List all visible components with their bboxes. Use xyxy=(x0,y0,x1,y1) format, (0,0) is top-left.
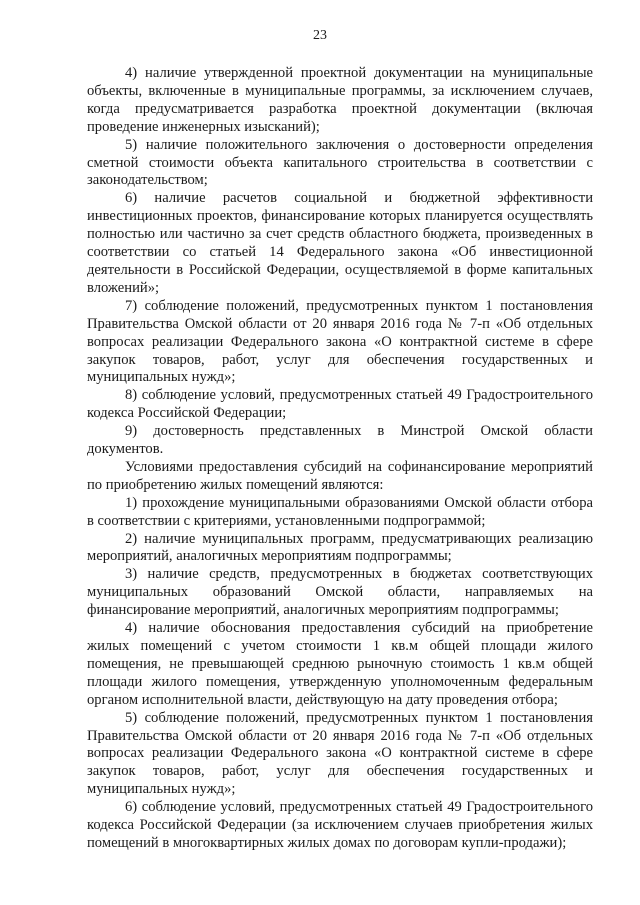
page-number: 23 xyxy=(313,28,327,43)
paragraph-item-7-resolution-provisions: 7) соблюдение положений, предусмотренных пунктом 1 постановления Правительства Омской области от 20 января 2016 года № 7-п «Об отдельных вопросах реализации Федерального закона «О контрактной системе в сфере закупок товаров, работ, услуг для обеспечения государственных и муниципальных нужд»; xyxy=(87,297,593,386)
paragraph-housing-item-5-resolution-provisions: 5) соблюдение положений, предусмотренных пунктом 1 постановления Правительства Омской области от 20 января 2016 года № 7-п «Об отдельных вопросах реализации Федерального закона «О контрактной системе в сфере закупок товаров, работ, услуг для обеспечения государственных и муниципальных нужд»; xyxy=(87,709,593,798)
paragraph-item-9-document-reliability: 9) достоверность представленных в Минстрой Омской области документов. xyxy=(87,423,593,458)
paragraph-item-8-urban-code-conditions: 8) соблюдение условий, предусмотренных статьей 49 Градостроительного кодекса Российской Федерации; xyxy=(87,387,593,422)
document-body xyxy=(87,65,593,853)
paragraph-housing-item-6-urban-code-conditions: 6) соблюдение условий, предусмотренных статьей 49 Градостроительного кодекса Российской Федерации (за исключением случаев приобретения жилых помещений в многоквартирных жилых домах по договорам купли-продажи); xyxy=(87,799,593,851)
paragraph-housing-subsidy-conditions-intro: Условиями предоставления субсидий на софинансирование мероприятий по приобретению жилых помещений являются: xyxy=(87,458,593,493)
paragraph-housing-item-4-cost-justification: 4) наличие обоснования предоставления субсидий на приобретение жилых помещений с учетом стоимости 1 кв.м общей площади жилого помещения, не превышающей среднюю рыночную стоимость 1 кв.м общей площади жилого помещения, утвержденную уполномоченным федеральным органом исполнительной власти, действующую на дату проведения отбора; xyxy=(87,620,593,708)
paragraph-item-5-estimate-conclusion: 5) наличие положительного заключения о достоверности определения сметной стоимости объекта капитального строительства в соответствии с законодательством; xyxy=(87,136,593,189)
paragraph-housing-item-2-municipal-programs: 2) наличие муниципальных программ, предусматривающих реализацию мероприятий, аналогичных мероприятиям подпрограммы; xyxy=(87,530,593,565)
paragraph-item-6-efficiency-calculations: 6) наличие расчетов социальной и бюджетной эффективности инвестиционных проектов, финансирование которых планируется осуществлять полностью или частично за счет средств областного бюджета, произведенных в соответствии со статьей 14 Федерального закона «Об инвестиционной деятельности в Российской Федерации, осуществляемой в форме капитальных вложений»; xyxy=(87,190,593,296)
paragraph-item-4-project-documentation: 4) наличие утвержденной проектной документации на муниципальные объекты, включенные в муниципальные программы, за исключением случаев, когда предусматривается разработка проектной документации (включая проведение инженерных изысканий); xyxy=(87,65,593,135)
paragraph-housing-item-1-selection: 1) прохождение муниципальными образованиями Омской области отбора в соответствии с критериями, установленными подпрограммой; xyxy=(87,494,593,529)
paragraph-housing-item-3-budget-funds: 3) наличие средств, предусмотренных в бюджетах соответствующих муниципальных образований Омской области, направляемых на финансирование мероприятий, аналогичных мероприятиям подпрограммы; xyxy=(87,566,593,619)
